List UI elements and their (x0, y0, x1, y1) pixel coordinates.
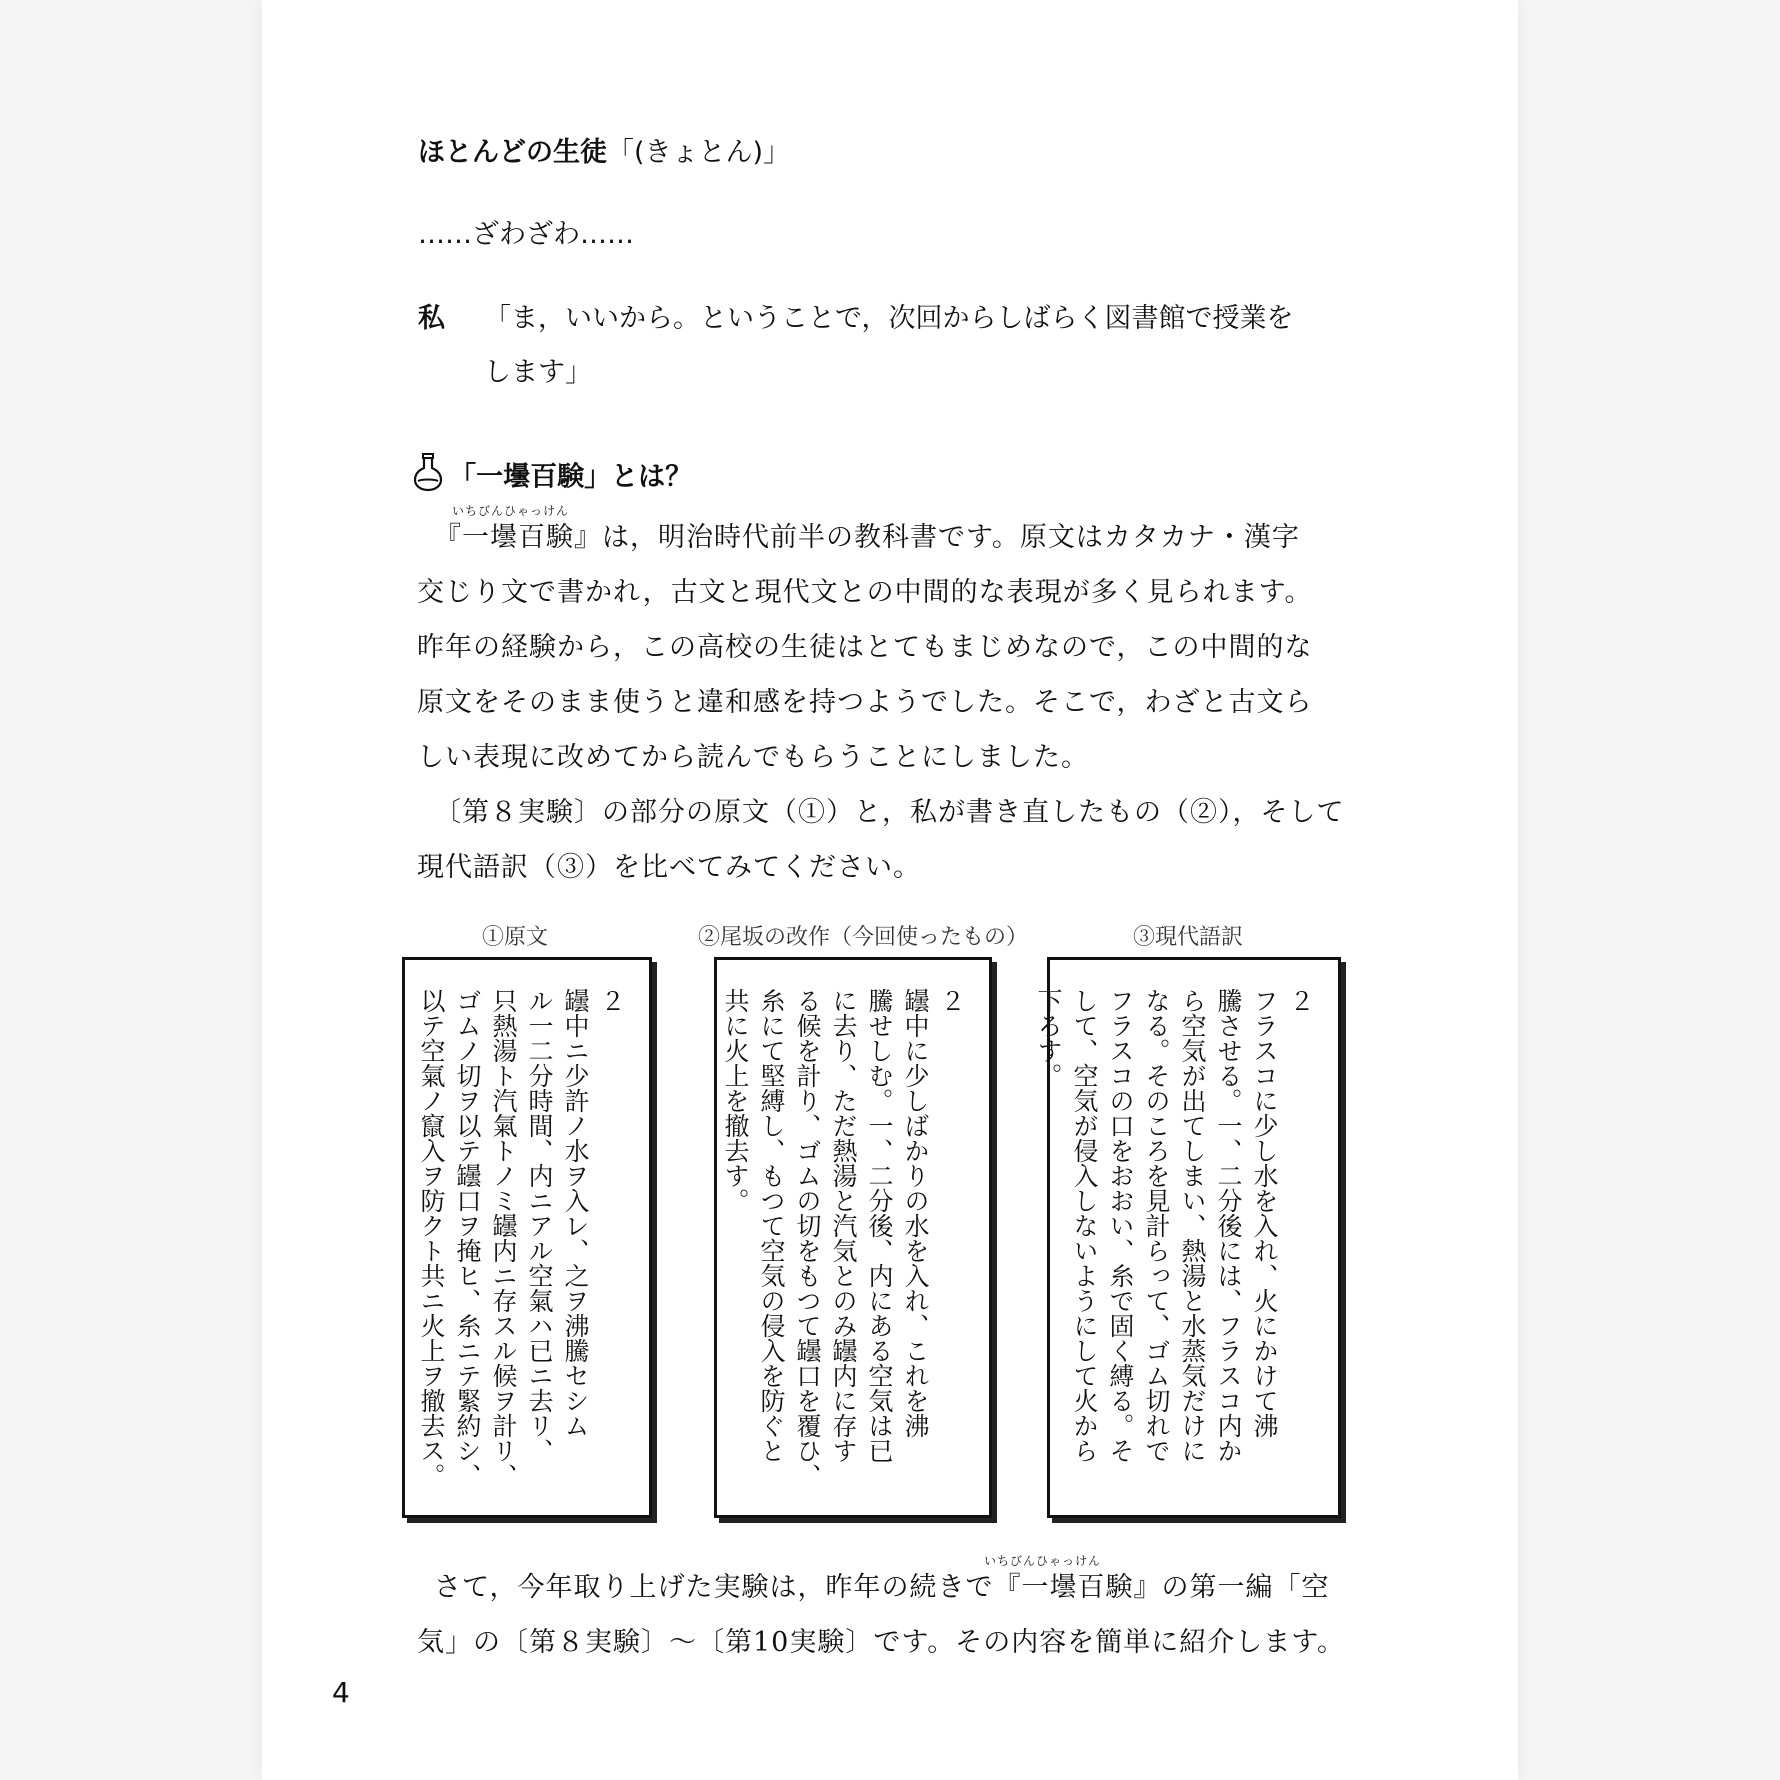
ruby-annotation: いちびんひゃっけん (984, 1554, 1102, 1568)
caption-revised: ②尾坂の改作（今回使ったもの） (698, 925, 1029, 950)
dialogue-text-continued: します」 (484, 357, 592, 388)
section-title: 「一壜百験」とは？ (449, 461, 693, 493)
paragraph-line: 気」の〔第８実験〕〜〔第10実験〕です。その内容を簡単に紹介します。 (417, 1627, 1346, 1658)
paragraph-line: 交じり文で書かれ，古文と現代文との中間的な表現が多く見られます。 (417, 577, 1313, 608)
original-text: ２ 罎中ニ少許ノ水ヲ入レ、之ヲ沸騰セシム ル一二分時間、内ニアル空氣ハ已ニ去リ、 只熱湯ト汽氣トノミ罎内ニ存スル候ヲ計リ、 ゴムノ切ヲ以テ罎口ヲ掩ヒ、糸ニテ緊約シ、 以テ空氣ノ竄入ヲ防クト共ニ火上ヲ撤去ス。 (417, 988, 626, 1488)
modern-text-box (1034, 957, 1341, 1518)
dialogue-text: 「(きょとん)」 (607, 137, 791, 168)
paragraph-line: 原文をそのまま使うと違和感を持つようでした。そこで，わざと古文ら (417, 687, 1313, 718)
paragraph-line: さて，今年取り上げた実験は，昨年の続きで『一壜百験』の第一編「空 (434, 1572, 1330, 1603)
speaker-name: ほとんどの生徒 (418, 137, 607, 168)
dialogue-line-2 (418, 212, 634, 251)
paragraph-line: 『一壜百験』は，明治時代前半の教科書です。原文はカタカナ・漢字 (434, 522, 1300, 553)
ruby-annotation: いちびんひゃっけん (452, 504, 570, 518)
section-heading (412, 452, 692, 492)
revised-text: ２ 罎中に少しばかりの水を入れ、これを沸 騰せしむ。一、二分後、内にある空気は已 に去り、ただ熱湯と汽気とのみ罎内に存す る候を計り、ゴムの切をもつて罎口を覆ひ、 糸にて堅縛し、もつて空気の侵入を防ぐと 共に火上を撤去す。 (721, 988, 966, 1488)
paragraph-line: 昨年の経験から，この高校の生徒はとてもまじめなので，この中間的な (417, 632, 1313, 663)
speaker-name: 私 (418, 303, 445, 334)
dialogue-text: 「ま，いいから。ということで，次回からしばらく図書館で授業を (484, 303, 1294, 334)
original-text-box (402, 957, 652, 1518)
flask-icon (412, 452, 444, 496)
dialogue-line-1 (418, 130, 790, 169)
book-page (262, 0, 1518, 1780)
caption-modern: ③現代語訳 (1133, 925, 1244, 950)
dialogue-text: ……ざわざわ…… (418, 219, 634, 250)
revised-text-box (714, 957, 992, 1518)
paragraph-line: 〔第８実験〕の部分の原文（①）と，私が書き直したもの（②），そして (434, 797, 1345, 828)
modern-text: ２ フラスコに少し水を入れ、火にかけて沸 騰させる。一、二分後には、フラスコ内か ら空気が出てしまい、熱湯と水蒸気だけに なる。そのころを見計らって、ゴム切れで フラスコの口をおおい、糸で固く縛る。そ して、空気が侵入しないようにして火から 下ろす。 (1034, 988, 1315, 1463)
page-number: 4 (332, 1676, 350, 1709)
caption-original: ①原文 (482, 925, 549, 950)
paragraph-line: 現代語訳（③）を比べてみてください。 (417, 852, 921, 883)
paragraph-line: しい表現に改めてから読んでもらうことにしました。 (417, 742, 1089, 773)
